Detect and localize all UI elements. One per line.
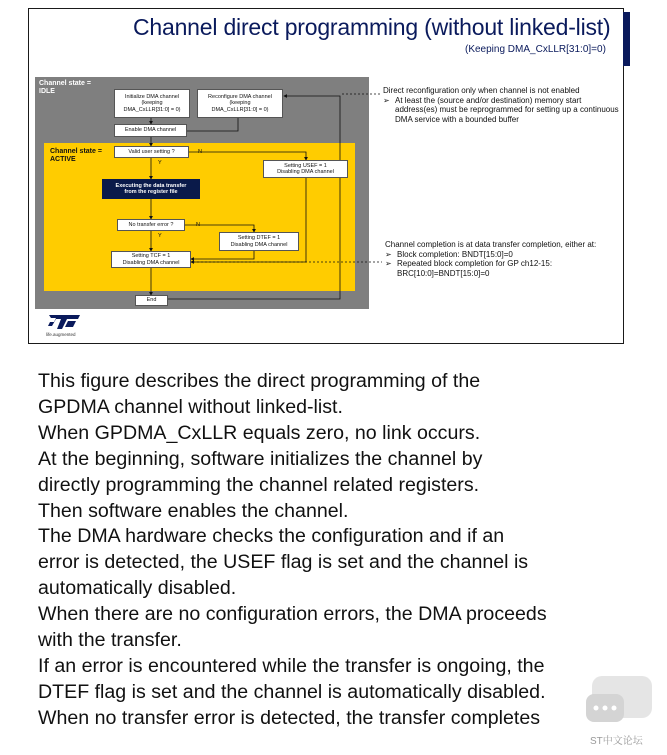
- note-reconfiguration-bullet: ➢ At least the (source and/or destination) memory start address(es) must be reprogrammed for setting up a continuous DMA service with a bounded buffer: [383, 95, 619, 124]
- valid-setting-check: Valid user setting ?: [114, 146, 189, 158]
- connector-dtef-tcf: [191, 251, 254, 259]
- forum-watermark: [586, 668, 662, 750]
- active-state-label: Channel state = ACTIVE: [50, 148, 102, 163]
- note-reconfiguration: [383, 86, 623, 124]
- init-channel-box: Initialize DMA channel (keeping DMA_CxLLR[31:0] = 0): [114, 89, 190, 118]
- slide-title: Channel direct programming (without linked-list): [133, 14, 611, 40]
- st-tagline: life.augmented: [46, 332, 76, 337]
- check-no-label: N: [196, 222, 200, 228]
- flow-connectors: [0, 0, 667, 360]
- note-completion-bullet: ➢ Block completion: BNDT[15:0]=0: [385, 249, 513, 259]
- note-completion-heading: Channel completion is at data transfer completion, either at:: [385, 240, 597, 249]
- narration-line: error is detected, the USEF flag is set and the channel is: [38, 551, 529, 574]
- watermark-text: ST中文论坛: [590, 736, 643, 747]
- note-completion-bullet: ➢ Repeated block completion for GP ch12-15: BRC[10:0]=BNDT[15:0]=0: [385, 259, 553, 278]
- no-transfer-error-check: No transfer error ?: [117, 219, 185, 231]
- st-logo: [47, 313, 81, 330]
- narration-line: automatically disabled.: [38, 577, 237, 600]
- idle-state-label: Channel state = IDLE: [39, 80, 91, 95]
- narration-line: When there are no configuration errors, the DMA proceeds: [38, 603, 547, 626]
- slide-subtitle: (Keeping DMA_CxLLR[31:0]=0): [465, 44, 606, 55]
- narration-text: [38, 369, 638, 732]
- execute-transfer-box: Executing the data transfer from the register file: [102, 179, 200, 199]
- narration-line: At the beginning, software initializes the channel by: [38, 447, 483, 470]
- narration-line: The DMA hardware checks the configuration and if an: [38, 525, 505, 548]
- note-completion: [385, 240, 625, 278]
- narration-line: If an error is encountered while the transfer is ongoing, the: [38, 654, 545, 677]
- tcf-box: Setting TCF = 1 Disabling DMA channel: [111, 251, 191, 268]
- narration-line: When GPDMA_CxLLR equals zero, no link occurs.: [38, 421, 481, 444]
- narration-line: with the transfer.: [38, 629, 182, 652]
- connector-reconfig-enable: [183, 118, 238, 131]
- narration-line: Then software enables the channel.: [38, 499, 349, 522]
- narration-line: directly programming the channel related registers.: [38, 473, 480, 496]
- reconfigure-channel-box: Reconfigure DMA channel (keeping DMA_CxLLR[31:0] = 0): [197, 89, 283, 118]
- end-box: End: [135, 295, 168, 306]
- check-yes-label: Y: [158, 233, 162, 239]
- narration-line: When no transfer error is detected, the transfer completes: [38, 706, 541, 729]
- valid-no-label: N: [198, 149, 202, 155]
- usef-box: Setting USEF = 1 Disabling DMA channel: [263, 160, 348, 178]
- note-reconfiguration-heading: Direct reconfiguration only when channel is not enabled: [383, 86, 580, 95]
- narration-line: GPDMA channel without linked-list.: [38, 395, 343, 418]
- chat-dots-icon: [586, 694, 624, 722]
- narration-line: This figure describes the direct programming of the: [38, 370, 481, 392]
- valid-yes-label: Y: [158, 160, 162, 166]
- narration-line: DTEF flag is set and the channel is automatically disabled.: [38, 680, 546, 703]
- dtef-box: Setting DTEF = 1 Disabling DMA channel: [219, 232, 299, 251]
- connector-valid-no: [189, 152, 306, 160]
- enable-channel-box: Enable DMA channel: [114, 124, 187, 137]
